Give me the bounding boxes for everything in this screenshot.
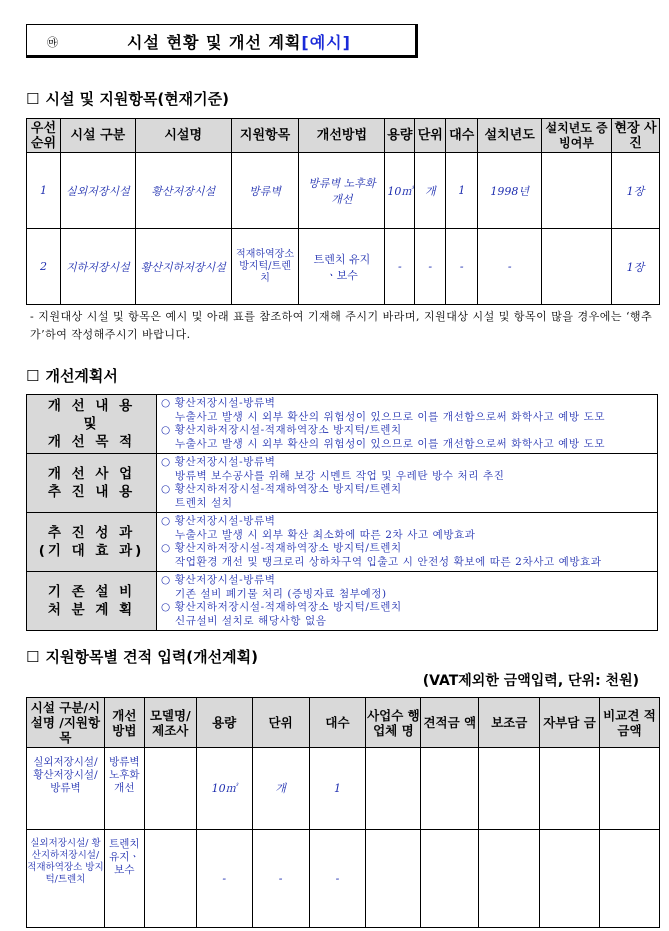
table-row [27, 572, 658, 631]
col-count: 대수 [446, 119, 478, 153]
cell: 개 [415, 153, 446, 229]
content-line: 누출사고 발생 시 외부 확산의 위험성이 있으므로 이를 개선함으로써 화학사고 예방 도모 [175, 410, 606, 423]
cell: - [385, 229, 415, 305]
cell [366, 830, 421, 928]
cell: 개 [252, 748, 309, 830]
row-label [27, 395, 157, 454]
title-box [26, 24, 418, 58]
row-label [27, 572, 157, 631]
col-model: 모델명/ 제조사 [144, 698, 196, 748]
cell: - [309, 830, 366, 928]
cell: 방류벽 노후화 개선 [104, 748, 144, 830]
cell: 황산지하저장시설 [135, 229, 231, 305]
checkbox-square-icon: ☐ [26, 367, 40, 385]
content-line: ○ 황산지하저장시설-적재하역장소 방지턱/트렌치 [161, 483, 402, 495]
col-facility: 시설 구분/시설명 /지원항목 [27, 698, 105, 748]
cell: - [478, 229, 542, 305]
cell [540, 748, 600, 830]
table-row [27, 229, 660, 305]
cell: 방류벽 노후화 개선 [299, 153, 385, 229]
page-title [127, 30, 351, 53]
table-row [27, 153, 660, 229]
col-unit: 단위 [252, 698, 309, 748]
label-line: 기 존 설 비 [47, 584, 136, 600]
cell: 트렌치 유지ㆍ보수 [299, 229, 385, 305]
table-row [27, 830, 660, 928]
col-count: 대수 [309, 698, 366, 748]
row-content [157, 454, 658, 513]
col-compare-quote: 비교견 적금액 [600, 698, 660, 748]
cell [540, 830, 600, 928]
content-line: 트렌치 설치 [175, 496, 233, 509]
facilities-table [26, 118, 660, 305]
content-line: ○ 황산저장시설-방류벽 [161, 456, 276, 468]
cell [421, 748, 479, 830]
section3-title: 지원항목별 견적 입력(개선계획) [45, 648, 258, 666]
section2-title: 개선계획서 [45, 367, 118, 385]
col-unit: 단위 [415, 119, 446, 153]
label-line: 처 분 계 획 [47, 602, 136, 618]
cell: 적재하역장소 방지턱/트렌치 [231, 229, 299, 305]
content-line: ○ 황산저장시설-방류벽 [161, 397, 276, 409]
cell: 1 [309, 748, 366, 830]
cell: - [196, 830, 252, 928]
label-line: 및 [83, 416, 100, 432]
section2-heading [26, 365, 118, 386]
cell: 1 [446, 153, 478, 229]
cell: 지하저장시설 [60, 229, 135, 305]
col-method: 개선 방법 [104, 698, 144, 748]
content-line: ○ 황산지하저장시설-적재하역장소 방지턱/트렌치 [161, 601, 402, 613]
cell [144, 748, 196, 830]
improvement-plan-table [26, 394, 658, 631]
content-line: ○ 황산저장시설-방류벽 [161, 515, 276, 527]
cell: 트렌치 유지ㆍ보수 [104, 830, 144, 928]
cell: 황산저장시설 [135, 153, 231, 229]
content-line: 기존 설비 폐기물 처리 (증빙자료 첨부예정) [175, 587, 387, 600]
table-row [27, 513, 658, 572]
cell: 1장 [611, 153, 659, 229]
col-self-pay: 자부담 금 [540, 698, 600, 748]
content-line: ○ 황산지하저장시설-적재하역장소 방지턱/트렌치 [161, 424, 402, 436]
row-content [157, 513, 658, 572]
cell [542, 153, 612, 229]
cell: 실외저장시설/ 황산저장시설/ 방류벽 [27, 748, 105, 830]
col-install-year: 설치년도 [478, 119, 542, 153]
content-line: 누출사고 발생 시 외부 확산 최소화에 따른 2차 사고 예방효과 [175, 528, 476, 541]
checkbox-square-icon: ☐ [26, 648, 40, 666]
col-install-proof: 설치년도 증빙여부 [542, 119, 612, 153]
cell [366, 748, 421, 830]
row-label [27, 454, 157, 513]
cell: 2 [27, 229, 61, 305]
col-improvement-method: 개선방법 [299, 119, 385, 153]
col-subsidy: 보조금 [479, 698, 540, 748]
label-line: 추 진 성 과 [47, 525, 136, 541]
table-row [27, 395, 658, 454]
label-line: 개 선 사 업 [47, 466, 136, 482]
cell: - [252, 830, 309, 928]
col-priority: 우선순위 [27, 119, 61, 153]
cell [421, 830, 479, 928]
form-number-mark: ㉲ [47, 36, 58, 49]
content-line: 누출사고 발생 시 외부 확산의 위험성이 있으므로 이를 개선함으로써 화학사고 예방 도모 [175, 437, 606, 450]
col-facility-name: 시설명 [135, 119, 231, 153]
content-line: ○ 황산저장시설-방류벽 [161, 574, 276, 586]
cell [479, 830, 540, 928]
col-quote-amount: 견적금 액 [421, 698, 479, 748]
table-row [27, 748, 660, 830]
label-line: 개 선 내 용 [47, 398, 136, 414]
note-text: - 지원대상 시설 및 항목은 예시 및 아래 표를 참조하여 기재해 주시기 바라며, 지원대상 시설 및 항목이 많을 경우에는 ‘행추가’하여 작성해주시기 바랍니다. [30, 310, 653, 341]
col-facility-type: 시설 구분 [60, 119, 135, 153]
col-support-item: 지원항목 [231, 119, 299, 153]
checkbox-square-icon: ☐ [26, 90, 40, 108]
col-site-photo: 현장 사진 [611, 119, 659, 153]
cell: 1장 [611, 229, 659, 305]
row-content [157, 395, 658, 454]
content-line: 신규설비 설치로 해당사항 없음 [175, 614, 327, 627]
cell: 방류벽 [231, 153, 299, 229]
cell: 1998년 [478, 153, 542, 229]
title-example: [예시] [301, 33, 351, 52]
cell [542, 229, 612, 305]
col-contractor: 사업수 행업체 명 [366, 698, 421, 748]
label-line: 개 선 목 적 [47, 434, 136, 450]
label-line: (기 대 효 과) [38, 543, 145, 559]
section1-heading [26, 88, 229, 109]
section1-title: 시설 및 지원항목(현재기준) [45, 90, 229, 108]
cell: 10㎥ [385, 153, 415, 229]
row-label [27, 513, 157, 572]
table-row [27, 454, 658, 513]
cell [600, 748, 660, 830]
content-line: 방류벽 보수공사를 위해 보강 시멘트 작업 및 우레탄 방수 처리 추진 [175, 469, 505, 482]
label-line: 추 진 내 용 [47, 484, 136, 500]
cell: 실외저장시설 [60, 153, 135, 229]
cell: 1 [27, 153, 61, 229]
col-capacity: 용량 [196, 698, 252, 748]
cell: - [415, 229, 446, 305]
unit-note: (VAT제외한 금액입력, 단위: 천원) [422, 673, 639, 689]
cell [600, 830, 660, 928]
estimate-table [26, 697, 660, 928]
cell [144, 830, 196, 928]
col-capacity: 용량 [385, 119, 415, 153]
cell: 실외저장시설/ 황산지하저장시설/ 적재하역장소 방지턱/트렌치 [27, 830, 105, 928]
cell: - [446, 229, 478, 305]
content-line: 작업환경 개선 및 탱크로리 상하차구역 입출고 시 안전성 확보에 따른 2차사고 예방효과 [175, 555, 602, 568]
row-content [157, 572, 658, 631]
cell [479, 748, 540, 830]
title-main: 시설 현황 및 개선 계획 [127, 33, 302, 52]
cell: 10㎥ [196, 748, 252, 830]
section3-heading [26, 646, 258, 667]
content-line: ○ 황산지하저장시설-적재하역장소 방지턱/트렌치 [161, 542, 402, 554]
